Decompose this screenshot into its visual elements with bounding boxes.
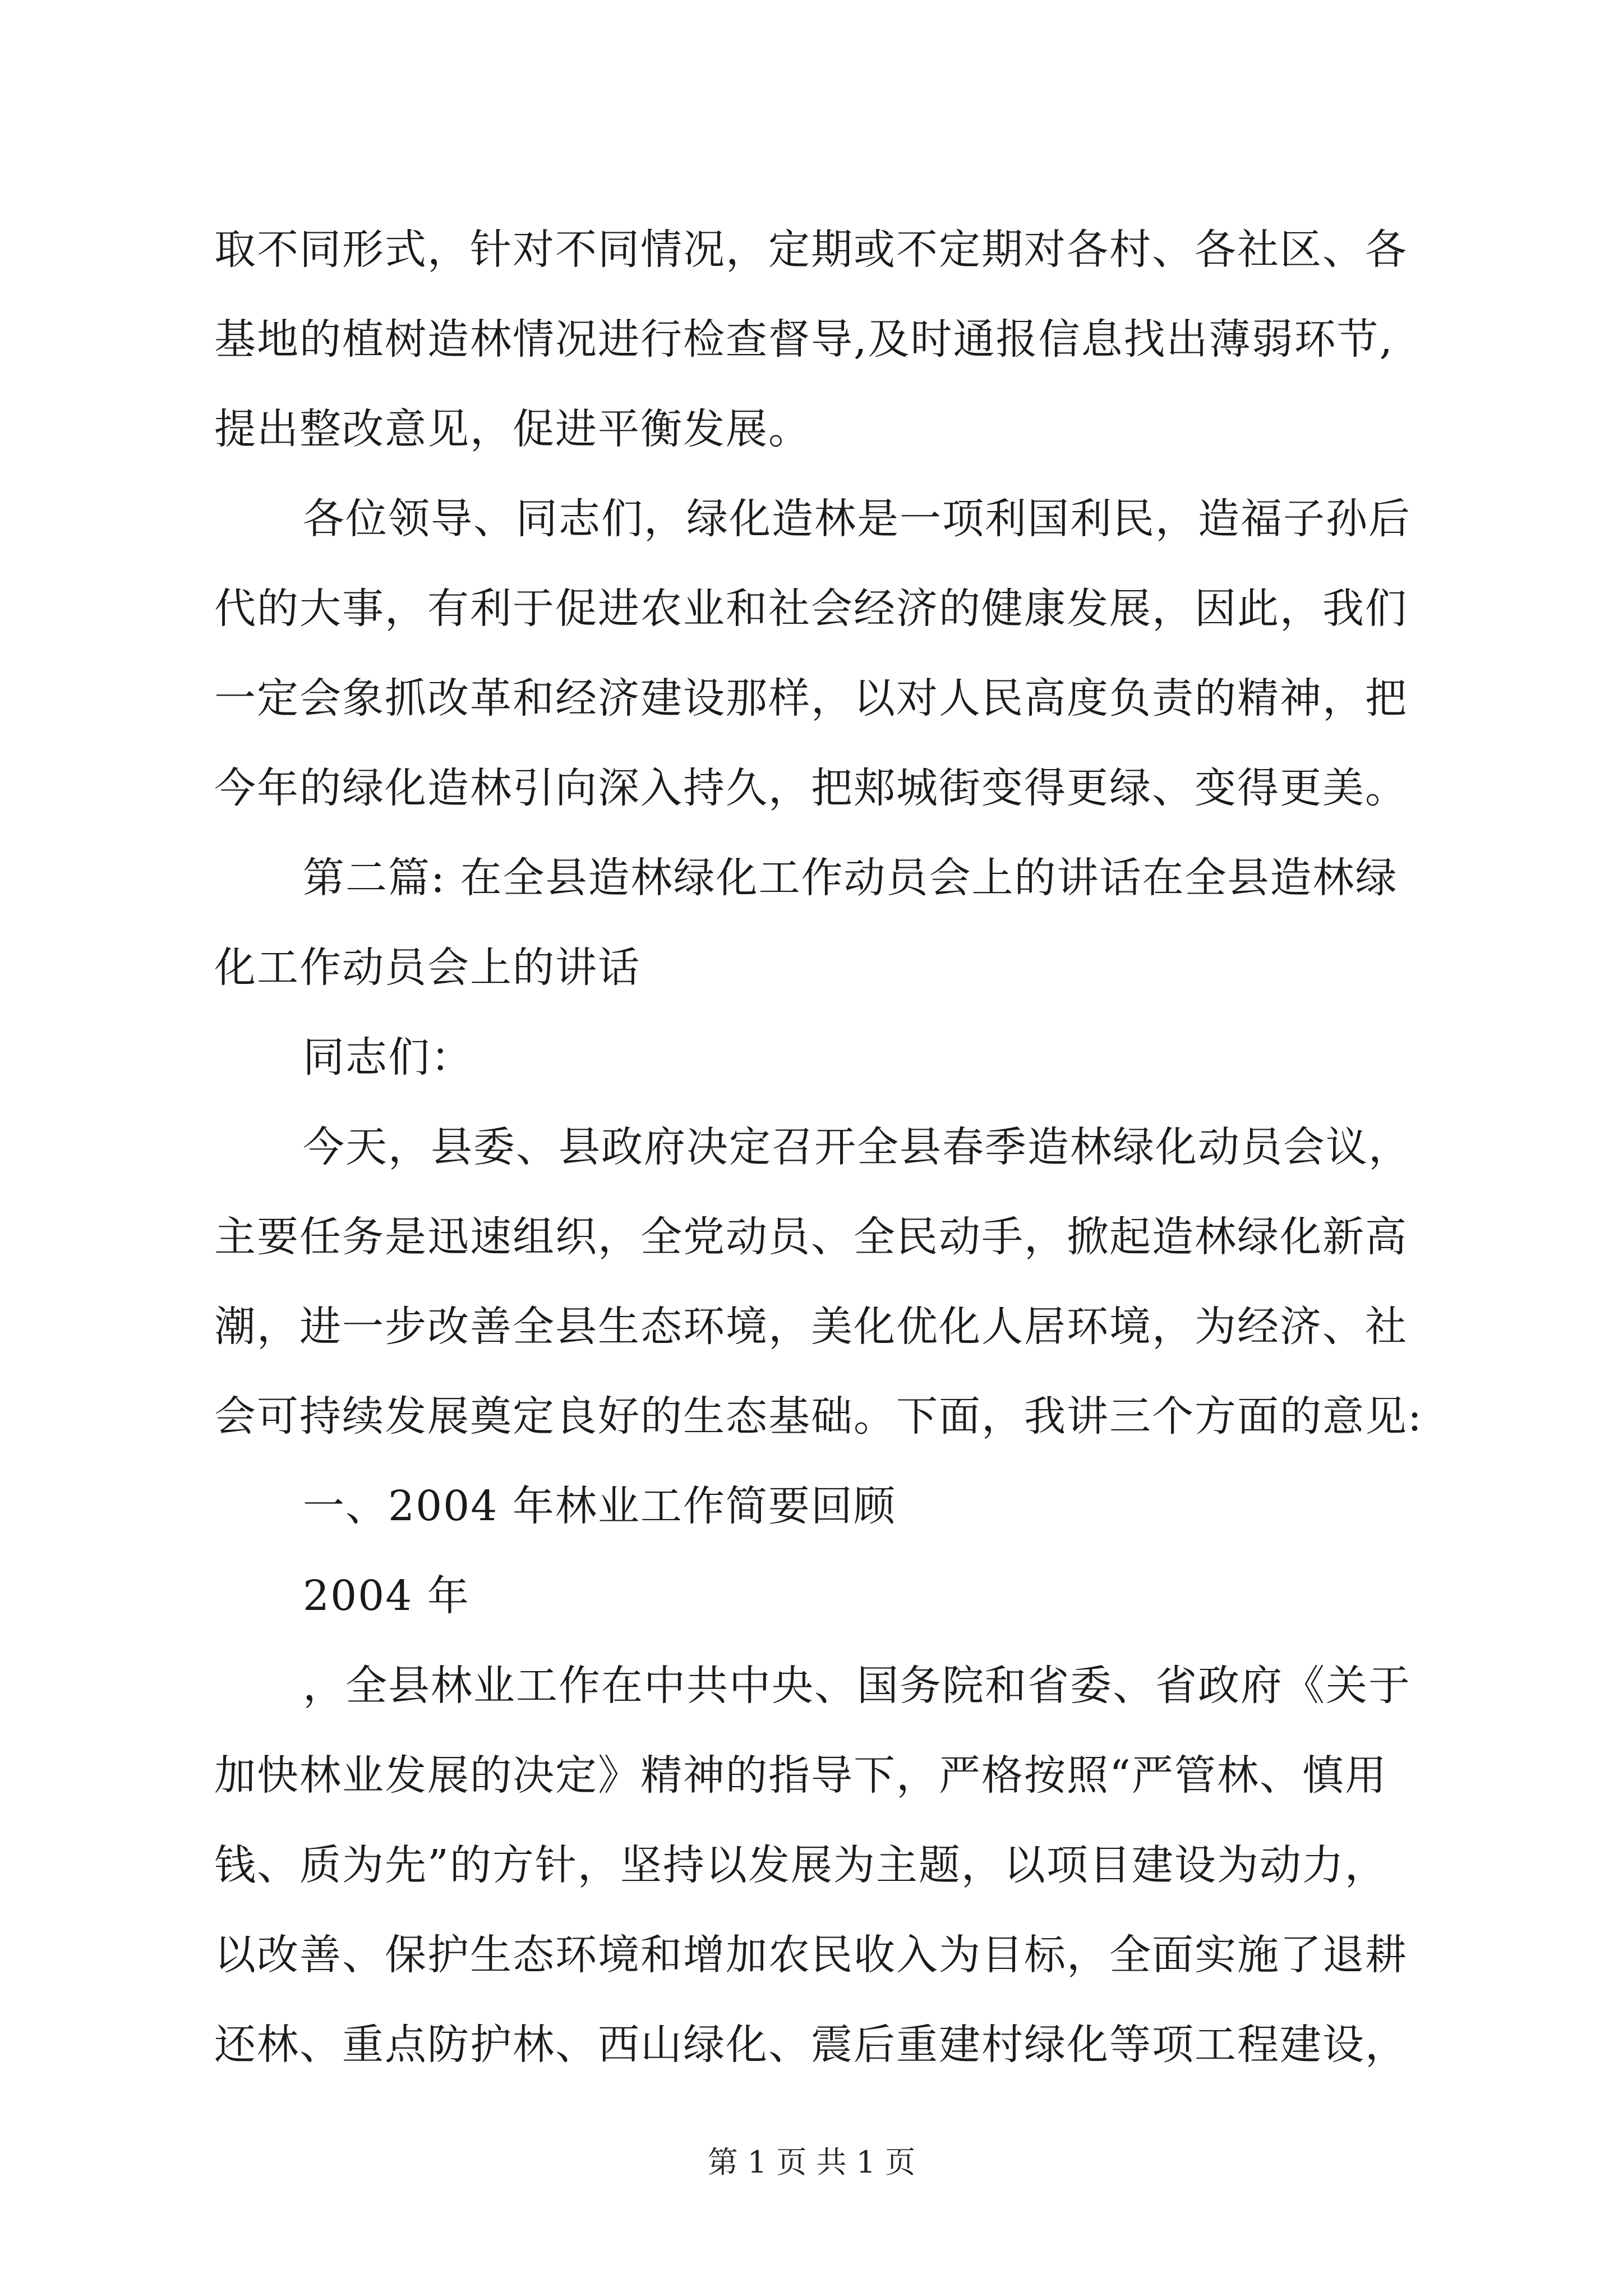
text-line: 潮，进一步改善全县生态环境，美化优化人居环境，为经济、社 [214, 1303, 1408, 1351]
paragraph-first-line: ，全县林业工作在中共中央、国务院和省委、省政府《关于 [303, 1662, 1411, 1710]
text-line: 基地的植树造林情况进行检查督导,及时通报信息找出薄弱环节, [214, 315, 1394, 364]
text-line: 主要任务是迅速组织，全党动员、全民动手，掀起造林绿化新高 [214, 1213, 1408, 1261]
paragraph-first-line: 今天，县委、县政府决定召开全县春季造林绿化动员会议， [303, 1123, 1411, 1171]
section-heading-continued: 化工作动员会上的讲话 [214, 944, 640, 992]
text-line: 提出整改意见，促进平衡发展。 [214, 405, 811, 453]
text-line: 取不同形式，针对不同情况，定期或不定期对各村、各社区、各 [214, 226, 1408, 274]
paragraph-first-line: 各位领导、同志们，绿化造林是一项利国利民，造福子孙后 [303, 495, 1411, 543]
text-line: 代的大事，有利于促进农业和社会经济的健康发展，因此，我们 [214, 585, 1408, 633]
text-line: 钱、质为先”的方针，坚持以发展为主题，以项目建设为动力， [214, 1841, 1387, 1889]
text-line: 会可持续发展奠定良好的生态基础。下面，我讲三个方面的意见: [214, 1392, 1423, 1441]
text-line: 一定会象抓改革和经济建设那样，以对人民高度负责的精神，把 [214, 674, 1408, 723]
text-line: 还林、重点防护林、西山绿化、震后重建村绿化等项工程建设， [214, 2021, 1408, 2069]
subheading: 一、2004 年林业工作简要回顾 [303, 1482, 896, 1530]
text-line: 今年的绿化造林引向深入持久，把郏城街变得更绿、变得更美。 [214, 764, 1408, 812]
text-line: 加快林业发展的决定》精神的指导下，严格按照“严管林、慎用 [214, 1751, 1387, 1800]
text-line: 以改善、保护生态环境和增加农民收入为目标，全面实施了退耕 [214, 1931, 1408, 1979]
salutation: 同志们： [303, 1033, 473, 1082]
page-number-footer: 第 1 页 共 1 页 [707, 2145, 916, 2180]
section-heading: 第二篇: 在全县造林绿化工作动员会上的讲话在全县造林绿 [303, 854, 1398, 902]
year-label: 2004 年 [303, 1572, 470, 1620]
